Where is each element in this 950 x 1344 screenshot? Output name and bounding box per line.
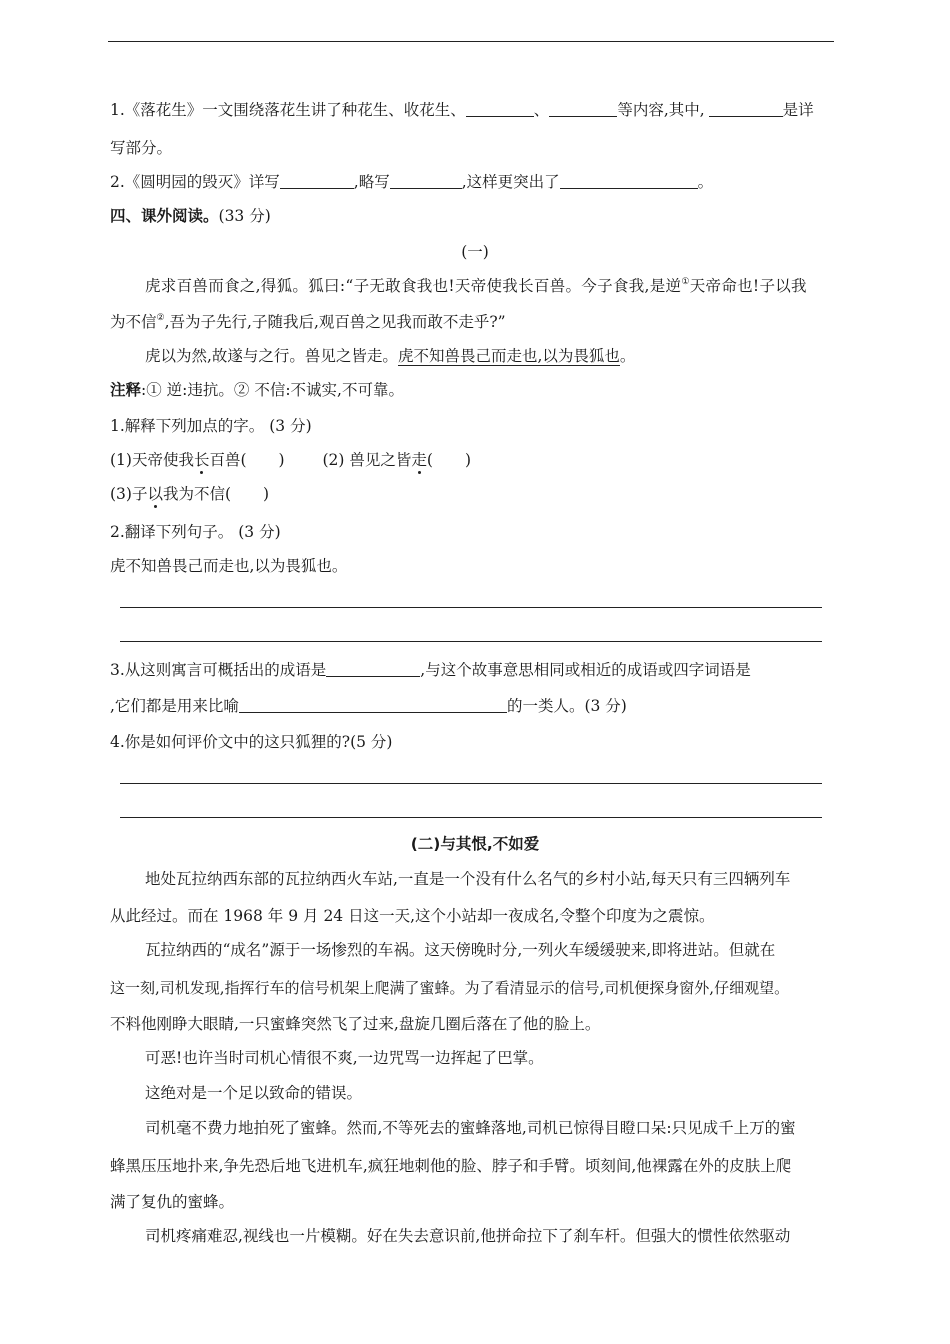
item1-close: ) bbox=[278, 451, 285, 469]
passage2-line: 瓦拉纳西的“成名”源于一场惨烈的车祸。这天傍晚时分,一列火车缓缓驶来,即将进站。但就在 bbox=[145, 941, 776, 959]
section4-title: 四、课外阅读。 bbox=[110, 207, 219, 225]
q2-blank-3[interactable] bbox=[560, 172, 698, 189]
q1-text-a: 1.《落花生》一文围绕落花生讲了种花生、收花生、 bbox=[110, 101, 466, 119]
section4-heading bbox=[110, 206, 271, 226]
underlined-sentence: 虎不知兽畏己而走也,以为畏狐也 bbox=[397, 347, 620, 365]
passage1-p1-text-b: 天帝命也!子以我 bbox=[689, 277, 807, 295]
p1-q4-answer-line-1[interactable] bbox=[120, 783, 822, 784]
notes-text: :① 逆:违抗。② 不信:不诚实,不可靠。 bbox=[141, 381, 404, 399]
q1-line2: 写部分。 bbox=[110, 139, 173, 157]
passage1-para1-line2 bbox=[110, 312, 506, 332]
q2-blank-1[interactable] bbox=[280, 172, 354, 189]
passage2-line: 司机疼痛难忍,视线也一片模糊。好在失去意识前,他拼命拉下了刹车杆。但强大的惯性依然驱动 bbox=[145, 1227, 791, 1245]
q2-text-a: 2.《圆明园的毁灭》详写 bbox=[110, 173, 280, 191]
item2-text-a: (2) 兽见之皆 bbox=[322, 451, 412, 469]
passage1-notes bbox=[110, 380, 404, 400]
p1-q1-items-row1 bbox=[110, 450, 471, 470]
item1-dotted-char: 长 bbox=[193, 451, 210, 469]
item3-dotted-char: 以 bbox=[147, 485, 163, 503]
passage2-line: 地处瓦拉纳西东部的瓦拉纳西火车站,一直是一个没有什么名气的乡村小站,每天只有三四辆列车 bbox=[145, 870, 791, 888]
passage2-line: 司机毫不费力地拍死了蜜蜂。然而,不等死去的蜜蜂落地,司机已惊得目瞪口呆:只见成千上万的蜜 bbox=[145, 1119, 796, 1137]
item1-text-b: 百兽( bbox=[209, 451, 247, 469]
passage2-line: 这一刻,司机发现,指挥行车的信号机架上爬满了蜜蜂。为了看清显示的信号,司机便探身窗外,仔细观望。 bbox=[110, 979, 790, 997]
section4-score: (33 分) bbox=[218, 207, 271, 225]
item3-close: ) bbox=[263, 485, 270, 503]
q1-luohuasheng bbox=[110, 100, 814, 120]
p1-q3-line1 bbox=[110, 660, 751, 680]
passage1-p1-line2-b: ,吾为子先行,子随我后,观百兽之见我而敢不走乎?” bbox=[164, 313, 506, 331]
passage1-p1-text-a: 虎求百兽而食之,得狐。狐曰:“子无敢食我也!天帝使我长百兽。今子食我,是逆 bbox=[145, 277, 682, 295]
footnote-marker-1: ① bbox=[681, 277, 690, 287]
q1-blank-1[interactable] bbox=[466, 100, 534, 117]
footnote-marker-2: ② bbox=[156, 313, 165, 323]
notes-label: 注释 bbox=[110, 381, 142, 399]
q1-blank-2[interactable] bbox=[549, 100, 617, 117]
top-rule bbox=[108, 41, 834, 42]
passage2-line: 从此经过。而在 1968 年 9 月 24 日这一天,这个小站却一夜成名,令整个印度为之震惊。 bbox=[110, 907, 715, 925]
p1-q4-stem: 4.你是如何评价文中的这只狐狸的?(5 分) bbox=[110, 733, 393, 751]
p1-q3-text-b: ,与这个故事意思相同或相近的成语或四字词语是 bbox=[420, 661, 751, 679]
item2-text-b: ( bbox=[426, 451, 433, 469]
q2-text-b: ,略写 bbox=[353, 173, 390, 191]
passage1-p2-end: 。 bbox=[619, 347, 636, 365]
passage2-line: 可恶!也许当时司机心情很不爽,一边咒骂一边挥起了巴掌。 bbox=[145, 1049, 544, 1067]
q2-text-c: ,这样更突出了 bbox=[461, 173, 560, 191]
p1-q2-stem bbox=[110, 522, 281, 542]
q2-yuanmingyuan bbox=[110, 172, 713, 192]
passage1-p1-line2-a: 为不信 bbox=[110, 313, 157, 331]
p1-q3-line2-a: ,它们都是用来比喻 bbox=[110, 697, 239, 715]
q1-text-c: 是详 bbox=[782, 101, 814, 119]
passage2-line: 蜂黑压压地扑来,争先恐后地飞进机车,疯狂地刺他的脸、脖子和手臂。顷刻间,他裸露在外的皮肤上爬 bbox=[110, 1157, 792, 1175]
p1-q1-text: 1.解释下列加点的字。 bbox=[110, 417, 265, 435]
passage2-line: 满了复仇的蜜蜂。 bbox=[110, 1193, 235, 1211]
passage2-title: (二)与其恨,不如爱 bbox=[410, 835, 540, 853]
item3-text-b: 我为不信( bbox=[162, 485, 232, 503]
p1-q3-blank-2[interactable] bbox=[239, 696, 507, 713]
item2-dotted-char: 走 bbox=[411, 451, 427, 469]
p1-q2-answer-line-2[interactable] bbox=[120, 641, 822, 642]
p1-q2-sentence: 虎不知兽畏己而走也,以为畏狐也。 bbox=[110, 557, 348, 575]
item3-text-a: (3)子 bbox=[110, 485, 148, 503]
q2-blank-2[interactable] bbox=[390, 172, 462, 189]
item2-close: ) bbox=[464, 451, 472, 469]
passage2-line: 不料他刚睁大眼睛,一只蜜蜂突然飞了过来,盘旋几圈后落在了他的脸上。 bbox=[110, 1015, 601, 1033]
p1-q1-items-row2 bbox=[110, 484, 269, 504]
p1-q3-text-a: 3.从这则寓言可概括出的成语是 bbox=[110, 661, 327, 679]
q1-text-b: 等内容,其中, bbox=[617, 101, 705, 119]
p1-q2-text: 2.翻译下列句子。 bbox=[110, 523, 234, 541]
p1-q4-answer-line-2[interactable] bbox=[120, 817, 822, 818]
p1-q3-line2-b: 的一类人。(3 分) bbox=[506, 697, 627, 715]
passage1-title: (一) bbox=[461, 243, 489, 261]
passage1-para1-line1 bbox=[145, 276, 807, 296]
p1-q2-answer-line-1[interactable] bbox=[120, 607, 822, 608]
passage1-para2 bbox=[145, 346, 635, 366]
p1-q1-score: (3 分) bbox=[269, 417, 312, 435]
p1-q3-blank-1[interactable] bbox=[326, 660, 420, 677]
p1-q2-score: (3 分) bbox=[238, 523, 281, 541]
p1-q3-line2 bbox=[110, 696, 627, 716]
passage2-line: 这绝对是一个足以致命的错误。 bbox=[145, 1084, 363, 1102]
q2-text-d: 。 bbox=[697, 173, 714, 191]
passage1-p2-text: 虎以为然,故遂与之行。兽见之皆走。 bbox=[145, 347, 398, 365]
item1-text-a: (1)天帝使我 bbox=[110, 451, 194, 469]
p1-q1-stem bbox=[110, 416, 312, 436]
q1-blank-3[interactable] bbox=[709, 100, 783, 117]
q1-sep: 、 bbox=[533, 101, 550, 119]
